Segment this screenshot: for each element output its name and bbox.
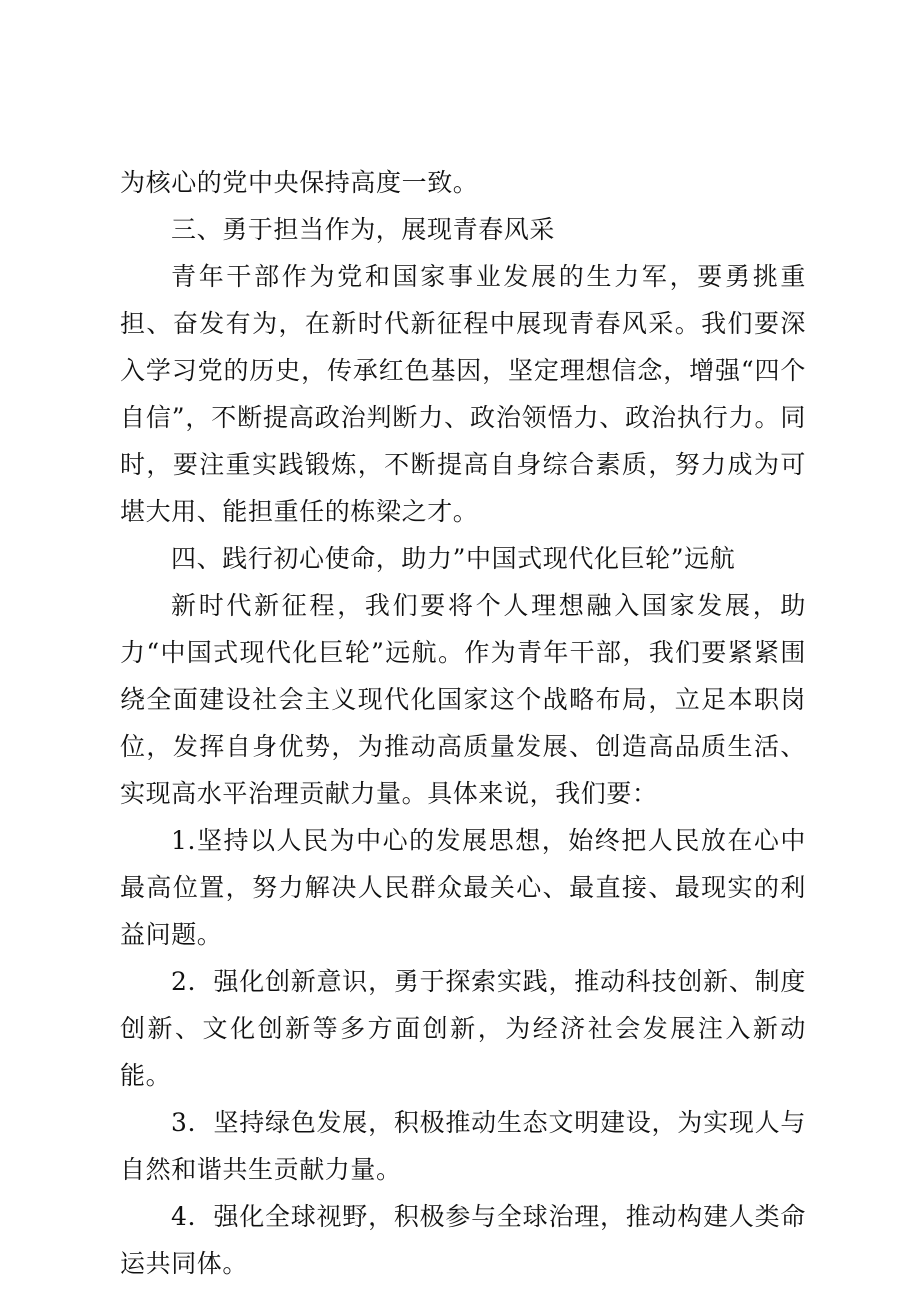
paragraph-section-four: 新时代新征程，我们要将个人理想融入国家发展，助力“中国式现代化巨轮”远航。作为青年干部，我们要紧紧围绕全面建设社会主义现代化国家这个战略布局，立足本职岗位，发挥自身优势，为推动高质量发展、创造高品质生活、实现高水平治理贡献力量。具体来说，我们要： [120,591,806,808]
list-item-1: 1.坚持以人民为中心的发展思想，始终把人民放在心中最高位置，努力解决人民群众最关心、最直接、最现实的利益问题。 [120,826,806,949]
section-heading-three: 三、勇于担当作为，展现青春风采 [171,215,556,244]
list-item-4: 4．强化全球视野，积极参与全球治理，推动构建人类命运共同体。 [120,1202,806,1278]
list-item-3: 3．坚持绿色发展，积极推动生态文明建设，为实现人与自然和谐共生贡献力量。 [120,1108,806,1184]
paragraph-section-three: 青年干部作为党和国家事业发展的生力军，要勇挑重担、奋发有为，在新时代新征程中展现青春风采。我们要深入学习党的历史，传承红色基因，坚定理想信念，增强“四个自信”，不断提高政治判断力、政治领悟力、政治执行力。同时，要注重实践锻炼，不断提高自身综合素质，努力成为可堪大用、能担重任的栋梁之才。 [120,262,806,526]
document-body [120,159,806,1287]
list-item-2: 2．强化创新意识，勇于探索实践，推动科技创新、制度创新、文化创新等多方面创新，为经济社会发展注入新动能。 [120,967,806,1090]
section-heading-four: 四、践行初心使命，助力”中国式现代化巨轮”远航 [171,544,736,573]
paragraph-continuation: 为核心的党中央保持高度一致。 [120,168,479,197]
